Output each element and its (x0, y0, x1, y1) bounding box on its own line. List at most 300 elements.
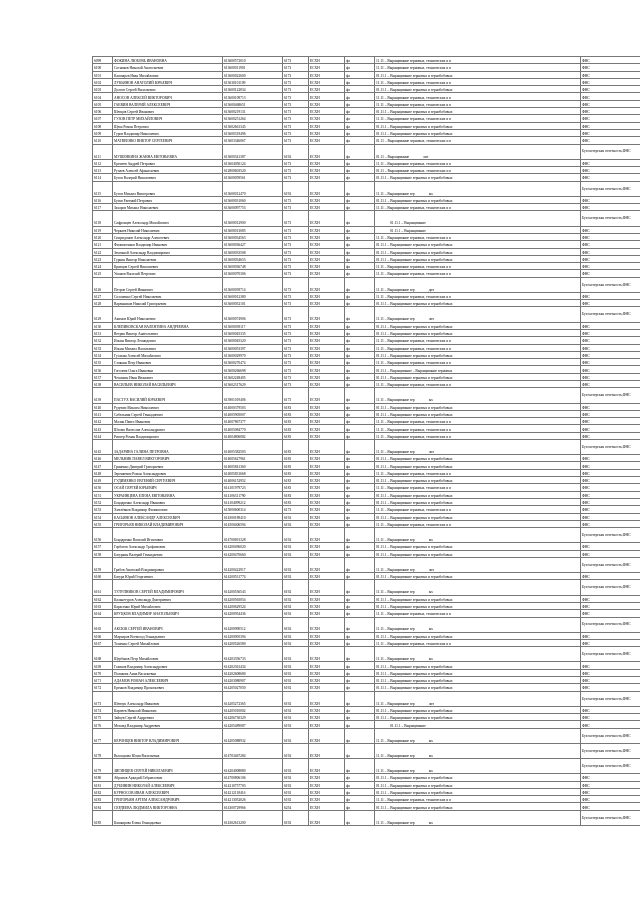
cell-holder-name: Черкаев Николай Николаевич (113, 226, 223, 233)
cell-activity (375, 233, 581, 240)
table-row (93, 728, 640, 743)
activity-tail: дит (428, 287, 435, 292)
table-row (93, 662, 640, 669)
cell-inn: 614200470660 (223, 550, 283, 557)
cell-code: 6173 (283, 344, 309, 351)
cell-activity (375, 307, 581, 322)
cell-code: 6192 (283, 796, 309, 803)
activity-text: 11.11 – Выращивание зерновых, технических и п (376, 471, 452, 476)
table-row (93, 144, 640, 159)
cell-destination: ФНС (581, 498, 640, 505)
cell-destination: ФНС (581, 410, 640, 417)
cell-entity-type: фл (345, 241, 375, 248)
cell-destination: Бухгалтерская отчетность,ФНС (581, 580, 640, 595)
cell-inn: 614205088932 (223, 728, 283, 743)
cell-tax-regime: ЕСХН (309, 307, 345, 322)
cell-row-number: 6149 (93, 477, 113, 484)
cell-inn: 614200536543 (223, 580, 283, 595)
cell-row-number: 6136 (93, 366, 113, 373)
cell-tax-regime: ЕСХН (309, 418, 345, 425)
activity-text: 11.11 – Выращивание зерновых, технических и п (376, 265, 452, 270)
cell-activity (375, 373, 581, 380)
cell-tax-regime: ЕСХН (309, 580, 345, 595)
cell-holder-name: Тошенко Сергей Михайлович (113, 639, 223, 646)
cell-destination: ФНС (581, 337, 640, 344)
activity-text: 01.11.1 – Выращивание зерновых и зернобобовых (376, 805, 453, 810)
cell-inn: 614200954436 (223, 610, 283, 617)
cell-activity (375, 381, 581, 388)
cell-entity-type: фл (345, 455, 375, 462)
cell-row-number: 6123 (93, 255, 113, 262)
cell-destination: Бухгалтерская отчетность,ФНС (581, 691, 640, 706)
table-row (93, 403, 640, 410)
cell-destination: ФНС (581, 706, 640, 713)
cell-tax-regime: ЕСХН (309, 329, 345, 336)
cell-holder-name: Голиков Владимир Александрович (113, 662, 223, 669)
cell-entity-type: фл (345, 351, 375, 358)
cell-holder-name: КЛЕПИКОВСКАЯ ВАЛЕНТИНА АНДРЕЕВНА (113, 322, 223, 329)
cell-inn: 613600572010 (223, 57, 283, 64)
cell-code: 6173 (283, 329, 309, 336)
cell-tax-regime: ЕСХН (309, 204, 345, 211)
table-row (93, 647, 640, 662)
cell-entity-type: фл (345, 691, 375, 706)
cell-holder-name: Земляной Александр Владимирович (113, 248, 223, 255)
cell-code: 6192 (283, 721, 309, 728)
cell-tax-regime: ЕСХН (309, 359, 345, 366)
cell-row-number: 6138 (93, 381, 113, 388)
cell-destination: ФНС (581, 491, 640, 498)
cell-tax-regime: ЕСХН (309, 129, 345, 136)
cell-activity (375, 329, 581, 336)
cell-code: 6173 (283, 300, 309, 307)
cell-entity-type: фл (345, 617, 375, 632)
cell-tax-regime: ЕСХН (309, 498, 345, 505)
cell-inn: 615000600314 (223, 506, 283, 513)
cell-activity (375, 677, 581, 684)
cell-tax-regime: ЕСХН (309, 632, 345, 639)
cell-activity (375, 774, 581, 781)
cell-tax-regime: ЕСХН (309, 469, 345, 476)
cell-inn: 613600039714 (223, 277, 283, 292)
cell-activity (375, 691, 581, 706)
cell-destination: Бухгалтерская отчетность,ФНС (581, 388, 640, 403)
table-row (93, 418, 640, 425)
cell-tax-regime: ЕСХН (309, 115, 345, 122)
cell-row-number: 6132 (93, 337, 113, 344)
activity-tail: ых (428, 398, 433, 403)
table-row (93, 248, 640, 255)
table-row (93, 159, 640, 166)
cell-inn: 614005841360 (223, 462, 283, 469)
cell-entity-type: фл (345, 381, 375, 388)
cell-row-number: 6114 (93, 174, 113, 181)
cell-row-number: 6104 (93, 93, 113, 100)
cell-destination: ФНС (581, 344, 640, 351)
cell-inn: 614500189410 (223, 513, 283, 520)
cell-entity-type: фл (345, 270, 375, 277)
cell-holder-name: МУШЕНКИНА ЖАННА ЕВГЕНЬЕВНА (113, 144, 223, 159)
cell-inn: 614300729966 (223, 803, 283, 810)
cell-inn: 613600011901 (223, 64, 283, 71)
cell-code: 6173 (283, 388, 309, 403)
cell-destination: ФНС (581, 462, 640, 469)
cell-row-number: 6143 (93, 425, 113, 432)
cell-code: 6183 (283, 455, 309, 462)
cell-holder-name: ЗИГИНЦЕВ СЕРГЕЙ НИКОЛАЕВИЧ (113, 759, 223, 774)
cell-activity (375, 255, 581, 262)
cell-code: 6192 (283, 181, 309, 196)
cell-destination: Бухгалтерская отчетность,ФНС (581, 181, 640, 196)
activity-text: 01.11.1 – Выращивание зерновых и зернобобовых (376, 552, 453, 557)
table-row (93, 71, 640, 78)
cell-row-number: 6164 (93, 610, 113, 617)
table-row (93, 78, 640, 85)
cell-inn: 613600034653 (223, 255, 283, 262)
table-row (93, 137, 640, 144)
cell-holder-name: ГУЗОВ ПЕТР МИХАЙЛОВИЧ (113, 115, 223, 122)
table-row (93, 721, 640, 728)
activity-text: 01.11 – Выращивание зерновых, технических и п (376, 169, 452, 174)
cell-inn: 614200990512 (223, 617, 283, 632)
cell-destination: Бухгалтерская отчетность,ФНС (581, 440, 640, 455)
cell-code: 6173 (283, 233, 309, 240)
activity-text: 11.11 – Выращивание зерновых, технических и п (376, 117, 452, 122)
cell-destination: ФНС (581, 57, 640, 64)
cell-tax-regime: ЕСХН (309, 93, 345, 100)
table-row (93, 432, 640, 439)
cell-entity-type: фл (345, 93, 375, 100)
activity-text: 11.11 – Выращивание зерновых, технических и п (376, 427, 452, 432)
table-row (93, 498, 640, 505)
activity-text: 11.11 – Выращивание зерновых, технических и п (376, 66, 452, 71)
cell-holder-name: АКСЮК СЕРГЕЙ ИВАНОВИЧ (113, 617, 223, 632)
activity-tail: ых (428, 657, 433, 662)
cell-entity-type: фл (345, 462, 375, 469)
cell-destination: ФНС (581, 241, 640, 248)
cell-destination: ФНС (581, 418, 640, 425)
cell-holder-name: ГРИГОРЬЯН АРТЕМ АЛЕКСАНДРОВИЧ (113, 796, 223, 803)
cell-holder-name: Щербаков Петр Михайлович (113, 647, 223, 662)
cell-inn: 614700806106 (223, 774, 283, 781)
cell-inn: 613600270474 (223, 359, 283, 366)
cell-activity (375, 292, 581, 299)
cell-row-number: 6154 (93, 513, 113, 520)
cell-entity-type: фл (345, 86, 375, 93)
activity-text: 11.11 – Выращивание зер (376, 538, 415, 543)
cell-inn: 614006152952 (223, 477, 283, 484)
cell-tax-regime: ЕСХН (309, 71, 345, 78)
table-row (93, 122, 640, 129)
activity-text: 01.11 – Выращивание (376, 154, 410, 159)
activity-text: 01.11.1 – Выращивание зерновых и зернобобовых (376, 302, 453, 307)
cell-destination: ФНС (581, 684, 640, 691)
cell-entity-type: фл (345, 122, 375, 129)
cell-destination: Бухгалтерская отчетность,ФНС (581, 307, 640, 322)
activity-tail: ых (428, 769, 433, 774)
cell-code: 6192 (283, 669, 309, 676)
cell-entity-type: фл (345, 513, 375, 520)
cell-row-number: 6175 (93, 714, 113, 721)
cell-activity (375, 277, 581, 292)
cell-row-number: 6145 (93, 440, 113, 455)
cell-tax-regime: ЕСХН (309, 196, 345, 203)
cell-tax-regime: ЕСХН (309, 108, 345, 115)
cell-activity (375, 410, 581, 417)
table-row (93, 677, 640, 684)
cell-destination: ФНС (581, 714, 640, 721)
cell-row-number: 6165 (93, 617, 113, 632)
cell-code: 6192 (283, 632, 309, 639)
registry-table (92, 56, 640, 826)
cell-activity (375, 498, 581, 505)
cell-activity (375, 211, 581, 226)
cell-holder-name: Штомп Вячеслав Александрович (113, 425, 223, 432)
cell-destination: Бухгалтерская отчетность,ФНС (581, 759, 640, 774)
cell-code: 6192 (283, 557, 309, 572)
activity-tail: ых (428, 738, 433, 743)
activity-tail: 01.11.1 – Выращивание (390, 221, 426, 226)
cell-row-number: 6127 (93, 292, 113, 299)
cell-activity (375, 455, 581, 462)
cell-tax-regime: ЕСХН (309, 455, 345, 462)
activity-text: 01.11.1 – Выращивание зерновых и зернобобовых (376, 257, 453, 262)
cell-inn: 613603346067 (223, 137, 283, 144)
cell-tax-regime: ЕСХН (309, 788, 345, 795)
cell-entity-type: фл (345, 662, 375, 669)
cell-destination: ФНС (581, 602, 640, 609)
cell-holder-name: ОСАЙ СЕРГЕЙ ЮРЬЕВИЧ (113, 484, 223, 491)
cell-destination: ФНС (581, 781, 640, 788)
cell-code: 6173 (283, 57, 309, 64)
cell-activity (375, 263, 581, 270)
cell-entity-type: фл (345, 167, 375, 174)
cell-entity-type: фл (345, 181, 375, 196)
cell-destination: ФНС (581, 204, 640, 211)
cell-code: 6192 (283, 662, 309, 669)
cell-destination: Бухгалтерская отчетность,ФНС (581, 617, 640, 632)
cell-inn: 614106311790 (223, 491, 283, 498)
cell-inn: 614204008880 (223, 759, 283, 774)
activity-text: 01.11.1 – Выращивание зерновых и зернобобовых (376, 783, 453, 788)
cell-destination: Бухгалтерская отчетность,ФНС (581, 743, 640, 758)
cell-activity (375, 484, 581, 491)
cell-destination: ФНС (581, 455, 640, 462)
cell-code: 6173 (283, 115, 309, 122)
cell-holder-name: Мартиров Всеволод Геннадьевич (113, 632, 223, 639)
activity-tail: лит (423, 154, 429, 159)
table-row (93, 86, 640, 93)
cell-activity (375, 440, 581, 455)
table-row (93, 462, 640, 469)
cell-activity (375, 388, 581, 403)
table-row (93, 381, 640, 388)
cell-inn: 613600219131 (223, 108, 283, 115)
activity-tail: лит (428, 449, 434, 454)
activity-text: 01.11.1 – Выращивание зерновых и зернобобовых (376, 110, 453, 115)
table-row (93, 263, 640, 270)
activity-text: 11.11 – Выращивание зер (376, 449, 415, 454)
cell-tax-regime: ЕСХН (309, 647, 345, 662)
cell-holder-name: Кривцов Сергей Николаевич (113, 263, 223, 270)
cell-tax-regime: ЕСХН (309, 100, 345, 107)
cell-code: 6192 (283, 610, 309, 617)
cell-row-number: 6150 (93, 484, 113, 491)
activity-text: 01.11.1 – Выращивание зерновых и зернобобовых (376, 605, 453, 609)
cell-destination: ФНС (581, 93, 640, 100)
table-row (93, 337, 640, 344)
cell-holder-name: ТУЛУПНИКОВ СЕРГЕЙ ВЛАДИМИРОВИЧ (113, 580, 223, 595)
activity-text: 11.11 – Выращивание зерновых, технических и п (376, 272, 452, 277)
cell-row-number: 6185 (93, 810, 113, 825)
cell-entity-type: фл (345, 491, 375, 498)
cell-tax-regime: ЕСХН (309, 796, 345, 803)
activity-text: 01.11.1 – Выращивание зерновых и зернобобовых (376, 88, 453, 93)
cell-code: 6183 (283, 498, 309, 505)
cell-entity-type: фл (345, 300, 375, 307)
cell-holder-name: Полякова Анна Васильевна (113, 669, 223, 676)
activity-text: 11.11 – Выращивание зерновых, технических и п (376, 346, 452, 351)
cell-holder-name: Ушаков Василий Петрович (113, 270, 223, 277)
cell-tax-regime: ЕСХН (309, 263, 345, 270)
cell-destination: ФНС (581, 639, 640, 646)
table-row (93, 270, 640, 277)
cell-row-number: 6148 (93, 469, 113, 476)
activity-text: 11.11 – Выращивание зер (376, 590, 415, 595)
cell-inn: 613602661345 (223, 122, 283, 129)
activity-text: 01.11.1 – Выращивание зерновых и зернобобовых (376, 324, 453, 329)
cell-entity-type: фл (345, 677, 375, 684)
cell-tax-regime: ЕСХН (309, 86, 345, 93)
cell-inn: 613604050124 (223, 159, 283, 166)
cell-activity (375, 174, 581, 181)
cell-row-number: 6153 (93, 506, 113, 513)
cell-row-number: 6141 (93, 410, 113, 417)
cell-holder-name: Гоголева Ольга Ивановна (113, 366, 223, 373)
table-row (93, 796, 640, 803)
cell-inn: 613600341387 (223, 144, 283, 159)
cell-inn: 613600468651 (223, 100, 283, 107)
cell-code: 6173 (283, 292, 309, 299)
cell-destination: ФНС (581, 86, 640, 93)
cell-activity (375, 617, 581, 632)
cell-row-number: 6174 (93, 706, 113, 713)
cell-code: 6173 (283, 322, 309, 329)
activity-tail: 01.11.1 – Выращивание (390, 228, 426, 233)
cell-tax-regime: ЕСХН (309, 292, 345, 299)
cell-tax-regime: ЕСХН (309, 662, 345, 669)
cell-entity-type: фл (345, 432, 375, 439)
cell-code: 6192 (283, 759, 309, 774)
cell-code: 6192 (283, 684, 309, 691)
cell-tax-regime: ЕСХН (309, 181, 345, 196)
cell-inn: 613600012470 (223, 181, 283, 196)
activity-text: 11.11 – Выращивание зер (376, 657, 415, 662)
cell-activity (375, 728, 581, 743)
cell-inn: 614210757703 (223, 781, 283, 788)
cell-destination: ФНС (581, 477, 640, 484)
activity-text: 01.11.1 – Выращивание зерновых и зернобобовых (376, 412, 453, 417)
activity-text: 01.11.1 – Выращивание зерновых и зернобобовых (376, 198, 453, 203)
cell-destination: ФНС (581, 351, 640, 358)
cell-row-number: 6180 (93, 774, 113, 781)
activity-text: 01.11.1 – Выращивание зерновых и зернобобовых (376, 575, 453, 580)
cell-code: 6192 (283, 602, 309, 609)
cell-row-number: 6177 (93, 728, 113, 743)
cell-code: 6183 (283, 403, 309, 410)
cell-entity-type: фл (345, 580, 375, 595)
cell-destination: Бухгалтерская отчетность,ФНС (581, 728, 640, 743)
cell-row-number: 6142 (93, 418, 113, 425)
cell-entity-type: фл (345, 226, 375, 233)
cell-row-number: 6147 (93, 462, 113, 469)
cell-entity-type: фл (345, 344, 375, 351)
cell-row-number: 6135 (93, 359, 113, 366)
cell-inn: 613600097753 (223, 204, 283, 211)
cell-inn: 613600012380 (223, 292, 283, 299)
table-row (93, 115, 640, 122)
cell-inn: 613600013085 (223, 226, 283, 233)
cell-tax-regime: ЕСХН (309, 513, 345, 520)
cell-inn: 614005084770 (223, 425, 283, 432)
cell-inn: 613600266698 (223, 366, 283, 373)
cell-destination: ФНС (581, 432, 640, 439)
activity-text: 11.11 – Выращивание зерновых, технических и п (376, 102, 452, 107)
activity-text: 01.11.1 – Выращивание зерновых и зернобобовых (376, 457, 453, 462)
cell-entity-type: фл (345, 803, 375, 810)
activity-tail: лит (428, 567, 434, 572)
cell-activity (375, 432, 581, 439)
cell-activity (375, 491, 581, 498)
cell-entity-type: фл (345, 573, 375, 580)
cell-code: 6173 (283, 373, 309, 380)
cell-destination: ФНС (581, 595, 640, 602)
cell-destination: ФНС (581, 469, 640, 476)
cell-inn: 613600045335 (223, 329, 283, 336)
cell-entity-type: фл (345, 647, 375, 662)
cell-row-number: 6102 (93, 78, 113, 85)
cell-entity-type: фл (345, 788, 375, 795)
cell-row-number: 6170 (93, 669, 113, 676)
cell-entity-type: фл (345, 307, 375, 322)
cell-activity (375, 706, 581, 713)
cell-code: 6192 (283, 528, 309, 543)
cell-activity (375, 781, 581, 788)
cell-code: 6192 (283, 520, 309, 527)
activity-text: 01.11.1 – Выращивание зерновых и зернобобовых (376, 176, 453, 181)
cell-holder-name: Ручаев Алексей Афанасьевич (113, 167, 223, 174)
activity-text: 11.11 – Выращивание зер (376, 398, 415, 403)
cell-inn: 614007867377 (223, 418, 283, 425)
cell-holder-name: Грабов Анатолий Владимирович (113, 557, 223, 572)
activity-text: 11.11 – Выращивание зер (376, 738, 415, 743)
cell-entity-type: фл (345, 174, 375, 181)
cell-entity-type: фл (345, 810, 375, 825)
table-row (93, 388, 640, 403)
cell-destination: ФНС (581, 662, 640, 669)
cell-activity (375, 403, 581, 410)
cell-row-number: 6184 (93, 803, 113, 810)
table-row (93, 639, 640, 646)
cell-activity (375, 513, 581, 520)
cell-inn: 613600319496 (223, 129, 283, 136)
activity-text: 01.11.1 – Выращивание зерновых и зернобобовых (376, 671, 453, 676)
cell-tax-regime: ЕСХН (309, 639, 345, 646)
cell-code: 6192 (283, 774, 309, 781)
cell-code: 6183 (283, 418, 309, 425)
cell-activity (375, 108, 581, 115)
cell-holder-name: Малик Павел Иванович (113, 418, 223, 425)
